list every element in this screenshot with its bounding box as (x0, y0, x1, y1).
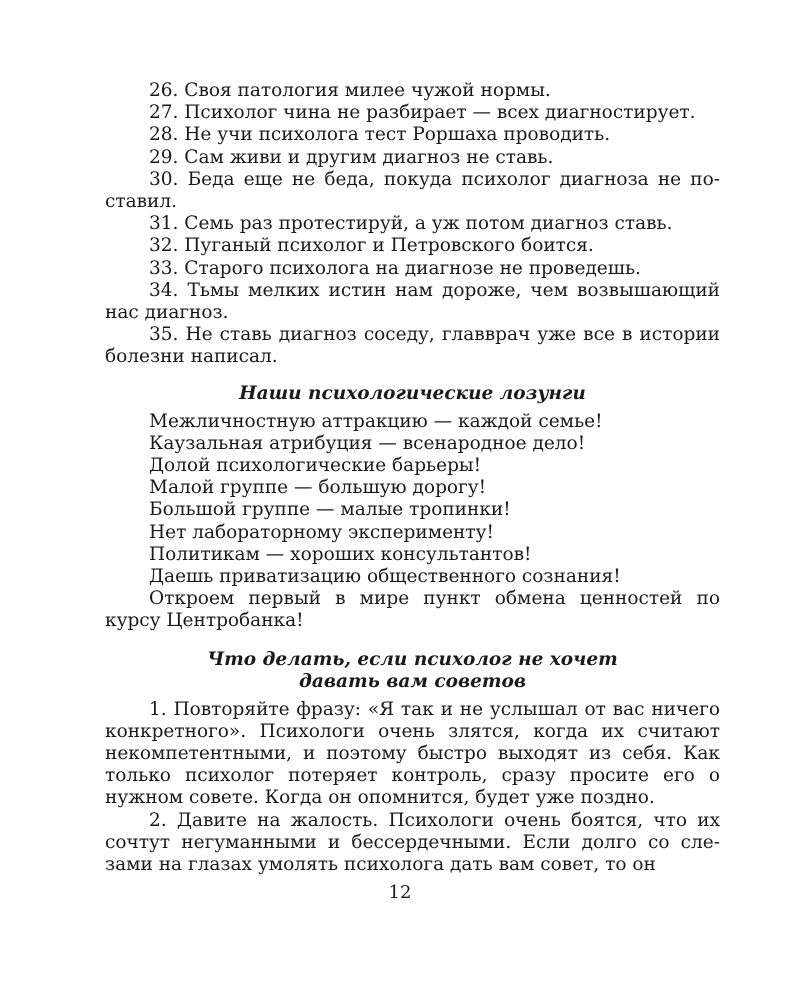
advice-heading (105, 649, 720, 693)
slogan-item: Откроем первый в мире пункт обмена ценностей по курсу Центробанка! (105, 588, 720, 632)
page-content (105, 80, 720, 876)
proverb-34: 34. Тьмы мелких истин нам дороже, чем возвышающий нас диагноз. (105, 279, 720, 324)
slogan-item: Долой психологические барьеры! (149, 455, 482, 477)
slogan-item: Политикам — хороших консультантов! (149, 543, 532, 565)
slogan-item: Межличностную аттракцию — каждой семье! (149, 410, 603, 432)
proverb-33: 33. Старого психолога на диагнозе не проведешь. (149, 257, 641, 279)
slogan-item: Каузальная атрибуция — всенародное дело! (149, 432, 586, 454)
proverb-28: 28. Не учи психолога тест Роршаха проводить. (149, 124, 611, 146)
advice-heading-line-2: давать вам советов (299, 670, 526, 692)
slogan-item: Большой группе — малые тропинки! (149, 499, 511, 521)
slogans-heading: Наши психологические лозунги (239, 382, 586, 404)
advice-heading-line-1: Что делать, если психолог не хочет (207, 648, 618, 670)
proverb-26: 26. Своя патология милее чужой нормы. (149, 80, 551, 101)
proverb-27: 27. Психолог чина не разбирает — всех диагностирует. (149, 102, 696, 124)
advice-paragraph-2: 2. Давите на жалость. Психологи очень боятся, что их сочтут негуманными и бессердечными. Если долго со слезами на глазах умолять психолога дать вам совет, то он (105, 809, 720, 876)
proverb-35: 35. Не ставь диагноз соседу, главврач уже все в истории болезни написал. (105, 324, 720, 368)
proverb-32: 32. Пуганый психолог и Петровского боится. (149, 235, 594, 257)
advice-paragraph-1: 1. Повторяйте фразу: «Я так и не услышал от вас ничего конкретного». Психологи очень злятся, когда их считают некомпетентными, и поэтому быстро выходят из себя. Как только психолог потеряет контроль, сразу просите его о нужном совете. Когда он опомнится, будет уже поздно. (105, 698, 720, 809)
slogan-item: Даешь приватизацию общественного сознания! (149, 566, 621, 588)
page-number: 12 (388, 882, 412, 903)
proverb-31: 31. Семь раз протестируй, а уж потом диагноз ставь. (149, 213, 673, 235)
slogan-item: Малой группе — большую дорогу! (149, 477, 487, 499)
proverb-30: 30. Беда еще не беда, покуда психолог диагноза не поставил. (105, 168, 720, 213)
slogan-item: Нет лабораторному эксперименту! (149, 521, 494, 543)
proverb-29: 29. Сам живи и другим диагноз не ставь. (149, 146, 554, 168)
